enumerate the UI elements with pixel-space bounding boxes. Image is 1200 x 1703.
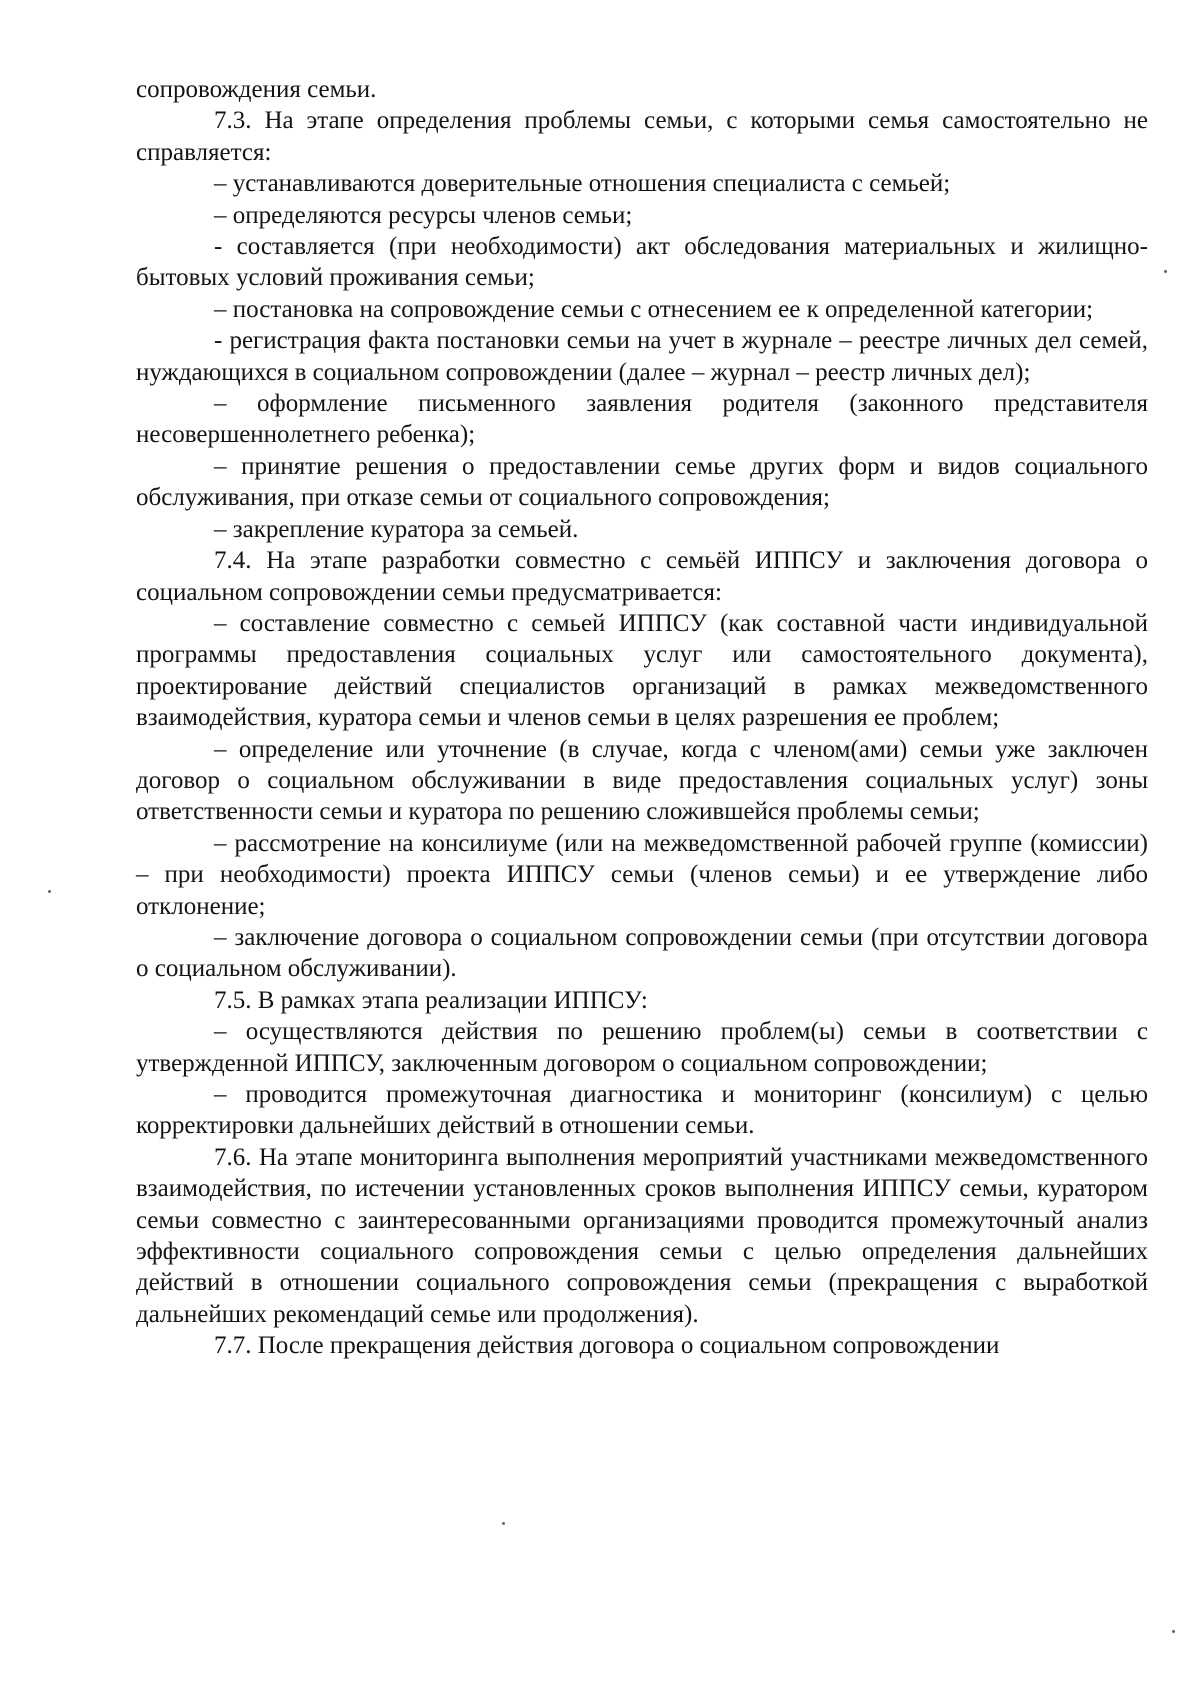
list-item: – заключение договора о социальном сопровождении семьи (при отсутствии договора о социальном обслуживании). (136, 923, 1148, 983)
paragraph: сопровождения семьи. (136, 76, 377, 103)
scan-speck (48, 890, 51, 893)
paragraph-7-4: 7.4. На этапе разработки совместно с семьёй ИППСУ и заключения договора о социальном сопровождении семьи предусматривается: (136, 547, 1148, 606)
list-item: – определяются ресурсы членов семьи; (214, 201, 633, 229)
list-item: – оформление письменного заявления родителя (законного представителя несовершеннолетнего ребенка); (136, 390, 1148, 449)
paragraph-7-3: 7.3. На этапе определения проблемы семьи, с которыми семья самостоятельно не справляется: (136, 107, 1148, 166)
list-item: - составляется (при необходимости) акт обследования материальных и жилищно-бытовых условий проживания семьи; (136, 233, 1148, 292)
list-item: – рассмотрение на консилиуме (или на межведомственной рабочей группе (комиссии) – при необходимости) проекта ИППСУ семьи (членов семьи) и ее утверждение либо отклонение; (136, 829, 1148, 920)
paragraph-7-6: 7.6. На этапе мониторинга выполнения мероприятий участниками межведомственного взаимодействия, по истечении установленных сроков выполнения ИППСУ семьи, куратором семьи совместно с заинтересованными организациями проводится промежуточный анализ эффективности социального сопровождения семьи с целью определения дальнейших действий в отношении социального сопровождения семьи (прекращения с выработкой дальнейших рекомендаций семье или продолжения). (136, 1143, 1148, 1328)
list-item: – определение или уточнение (в случае, когда с членом(ами) семьи уже заключен договор о социальном обслуживании в виде предоставления социальных услуг) зоны ответственности семьи и куратора по решению сложившейся проблемы семьи; (136, 735, 1148, 826)
scan-speck (1164, 270, 1167, 273)
list-item: – принятие решения о предоставлении семье других форм и видов социального обслуживания, при отказе семьи от социального сопровождения; (136, 452, 1148, 512)
list-item: - регистрация факта постановки семьи на учет в журнале – реестре личных дел семей, нуждающихся в социальном сопровождении (далее – журнал – реестр личных дел); (136, 327, 1148, 386)
list-item: – постановка на сопровождение семьи с отнесением ее к определенной категории; (214, 295, 1094, 323)
scan-speck (502, 1522, 505, 1525)
paragraph-7-7: 7.7. После прекращения действия договора о социальном сопровождении (214, 1332, 1000, 1360)
paragraph-7-5: 7.5. В рамках этапа реализации ИППСУ: (214, 986, 648, 1014)
document-body (136, 74, 1148, 1362)
list-item: – закрепление куратора за семьей. (214, 515, 579, 543)
list-item: – осуществляются действия по решению проблем(ы) семьи в соответствии с утвержденной ИППСУ, заключенным договором о социальном сопровождении; (136, 1018, 1148, 1077)
list-item: – проводится промежуточная диагностика и мониторинг (консилиум) с целью корректировки дальнейших действий в отношении семьи. (136, 1081, 1148, 1140)
scan-speck (1172, 1630, 1175, 1633)
list-item: – устанавливаются доверительные отношения специалиста с семьей; (214, 170, 951, 198)
list-item: – составление совместно с семьей ИППСУ (как составной части индивидуальной программы предоставления социальных услуг или самостоятельного документа), проектирование действий специалистов организаций в рамках межведомственного взаимодействия, куратора семьи и членов семьи в целях разрешения ее проблем; (136, 609, 1148, 732)
